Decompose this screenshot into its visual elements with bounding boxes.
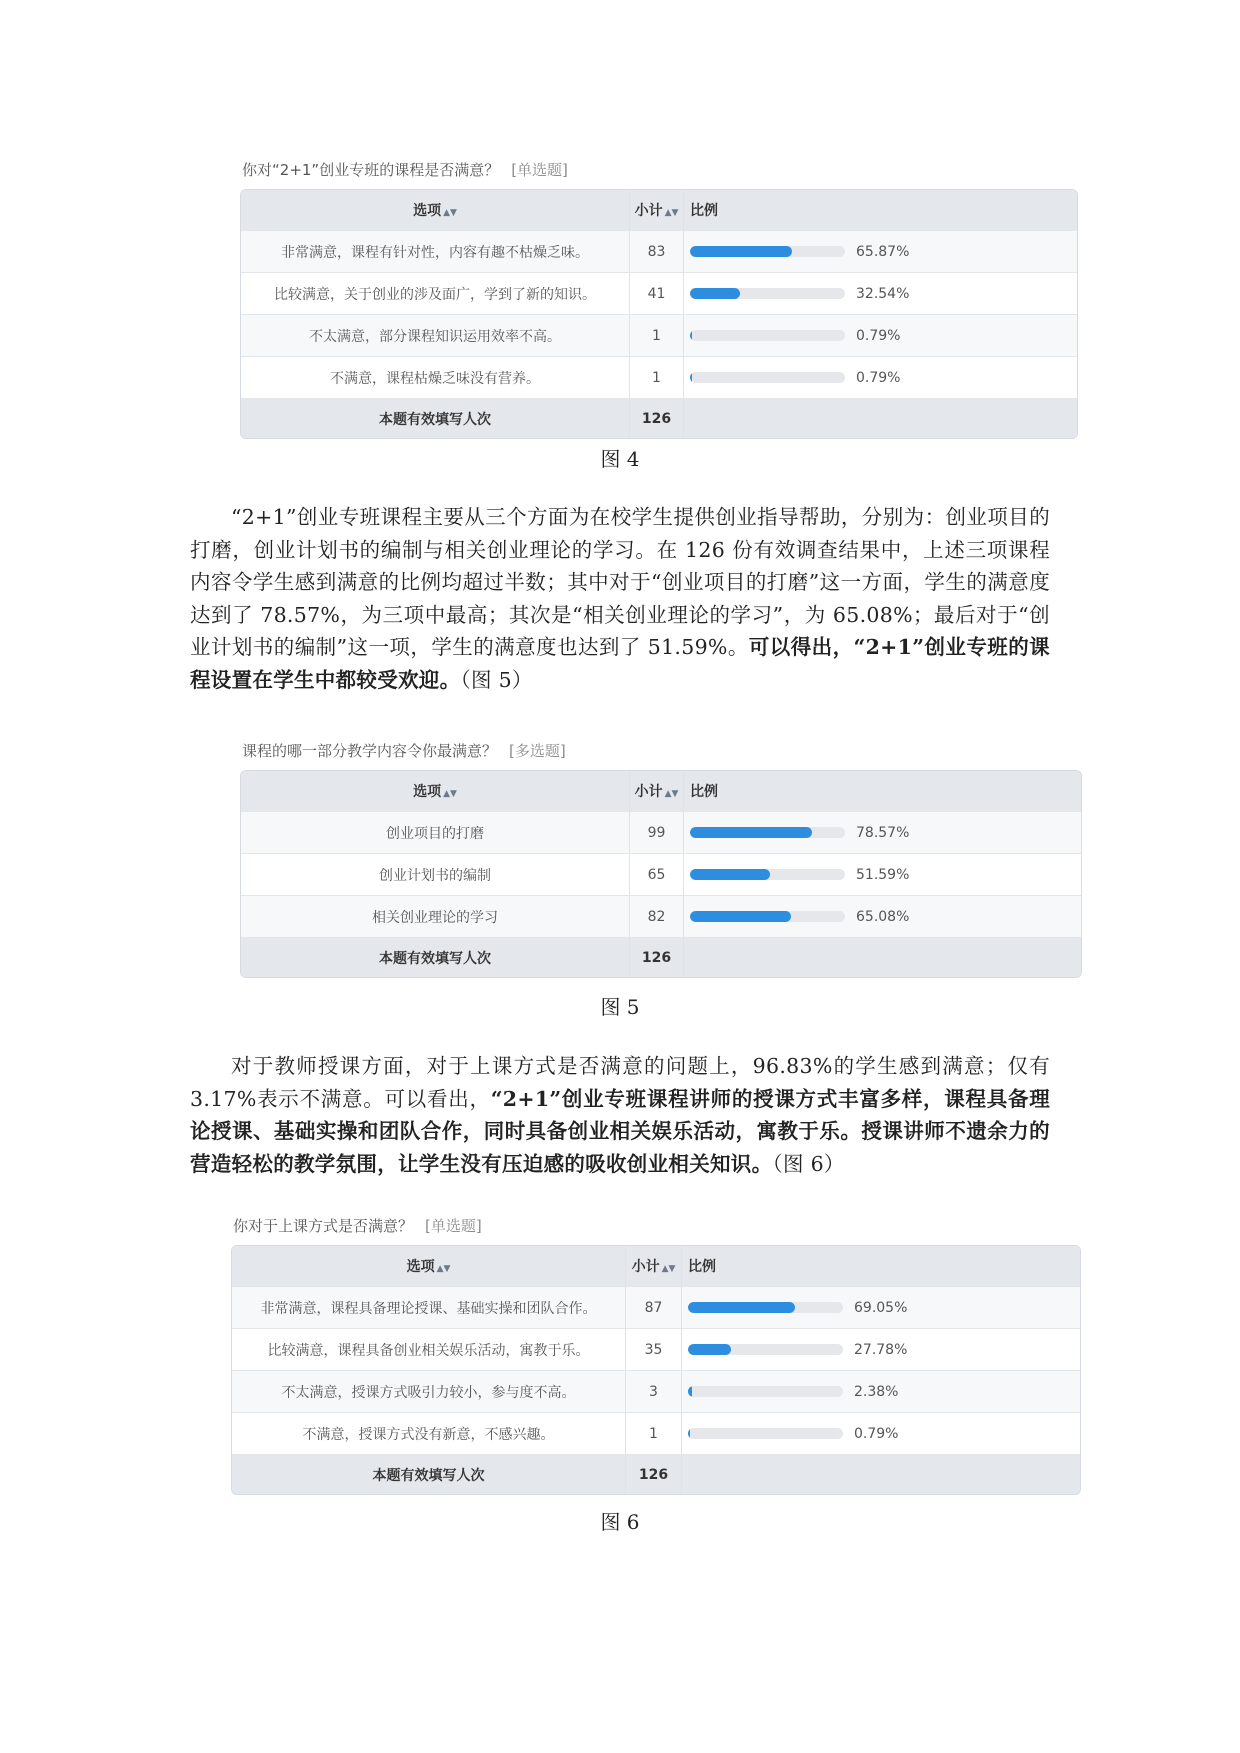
progress-bar-fill — [688, 1428, 690, 1439]
ratio-bar-group — [688, 1426, 1079, 1442]
count-cell: 1 — [630, 356, 684, 398]
option-cell: 相关创业理论的学习 — [241, 895, 630, 937]
option-cell: 非常满意，课程有针对性，内容有趣不枯燥乏味。 — [241, 230, 630, 272]
total-label: 本题有效填写人次 — [241, 937, 630, 977]
figure-caption: 图 6 — [600, 1510, 640, 1534]
total-empty-cell — [682, 1454, 1080, 1494]
count-column-header[interactable]: 小计 ▲▼ — [630, 190, 684, 230]
question-type-label: [单选题] — [425, 1217, 482, 1235]
count-cell: 65 — [630, 853, 684, 895]
total-count: 126 — [630, 937, 684, 977]
progress-bar-fill — [690, 288, 740, 299]
total-label: 本题有效填写人次 — [232, 1454, 626, 1494]
percent-label: 65.08% — [856, 908, 910, 925]
ratio-bar-group — [690, 286, 1076, 302]
progress-bar-fill — [690, 827, 812, 838]
table-row — [241, 230, 1077, 272]
survey-favorite-content — [240, 740, 1082, 978]
progress-bar-track — [690, 288, 845, 299]
sort-arrows-icon[interactable]: ▲▼ — [664, 208, 679, 218]
count-cell: 87 — [626, 1286, 682, 1328]
total-count: 126 — [626, 1454, 682, 1494]
ratio-cell — [682, 1286, 1080, 1328]
ratio-bar-group — [690, 825, 1080, 841]
sort-arrows-icon[interactable]: ▲▼ — [661, 1264, 676, 1274]
option-cell: 不太满意，部分课程知识运用效率不高。 — [241, 314, 630, 356]
table-row — [241, 895, 1081, 937]
body-paragraph: 对于教师授课方面，对于上课方式是否满意的问题上，96.83%的学生感到满意；仅有 3.17%表示不满意。可以看出，“2+1”创业专班课程讲师的授课方式丰富多样，课程具备理论授课、基础实操和团队合作，同时具备创业相关娱乐活动，寓教于乐。授课讲师不遗余力的营造轻松的教学氛围，让学生没有压迫感的吸收创业相关知识。（图 6） — [190, 1054, 1050, 1176]
table-row — [232, 1328, 1080, 1370]
ratio-column-header: 比例 — [684, 190, 1077, 230]
option-cell: 创业项目的打磨 — [241, 811, 630, 853]
percent-label: 0.79% — [856, 369, 901, 386]
percent-label: 65.87% — [856, 243, 910, 260]
ratio-bar-group — [690, 244, 1076, 260]
ratio-cell — [684, 272, 1077, 314]
percent-label: 69.05% — [854, 1299, 908, 1316]
ratio-bar-group — [688, 1300, 1079, 1316]
question-title — [242, 740, 1082, 762]
ratio-bar-group — [690, 909, 1080, 925]
progress-bar-track — [688, 1386, 843, 1397]
progress-bar-fill — [690, 330, 692, 341]
total-label: 本题有效填写人次 — [241, 398, 630, 438]
percent-label: 32.54% — [856, 285, 910, 302]
question-type-label: [单选题] — [511, 161, 568, 179]
progress-bar-track — [690, 246, 845, 257]
progress-bar-track — [688, 1302, 843, 1313]
count-cell: 1 — [630, 314, 684, 356]
ratio-cell — [684, 853, 1081, 895]
option-column-header[interactable]: 选项 ▲▼ — [241, 190, 630, 230]
question-text: 你对“2+1”创业专班的课程是否满意？ — [242, 161, 500, 179]
question-type-label: [多选题] — [509, 742, 566, 760]
percent-label: 78.57% — [856, 824, 910, 841]
count-cell: 82 — [630, 895, 684, 937]
progress-bar-track — [690, 372, 845, 383]
table-header-row — [241, 771, 1081, 811]
progress-bar-track — [688, 1344, 843, 1355]
emphasis-text: “2+1”创业专班课程讲师的授课方式丰富多样，课程具备理论授课、基础实操和团队合作，同时具备创业相关娱乐活动，寓教于乐。授课讲师不遗余力的营造轻松的教学氛围，让学生没有压迫感的吸收创业相关知识。 — [190, 1086, 1050, 1176]
percent-label: 51.59% — [856, 866, 910, 883]
option-cell: 创业计划书的编制 — [241, 853, 630, 895]
results-table — [240, 189, 1078, 439]
count-cell: 1 — [626, 1412, 682, 1454]
percent-label: 2.38% — [854, 1383, 899, 1400]
survey-teaching-method — [231, 1215, 1081, 1495]
table-row — [241, 272, 1077, 314]
table-row — [241, 356, 1077, 398]
question-text: 你对于上课方式是否满意？ — [233, 1217, 414, 1235]
option-cell: 非常满意，课程具备理论授课、基础实操和团队合作。 — [232, 1286, 626, 1328]
progress-bar-fill — [688, 1386, 692, 1397]
ratio-bar-group — [690, 867, 1080, 883]
ratio-column-header: 比例 — [682, 1246, 1080, 1286]
ratio-cell — [684, 314, 1077, 356]
percent-label: 0.79% — [856, 327, 901, 344]
table-header-row — [241, 190, 1077, 230]
option-cell: 比较满意，关于创业的涉及面广，学到了新的知识。 — [241, 272, 630, 314]
option-cell: 不满意，授课方式没有新意，不感兴趣。 — [232, 1412, 626, 1454]
progress-bar-fill — [690, 869, 770, 880]
ratio-cell — [682, 1328, 1080, 1370]
table-row — [241, 853, 1081, 895]
option-cell: 不太满意，授课方式吸引力较小，参与度不高。 — [232, 1370, 626, 1412]
table-row — [232, 1286, 1080, 1328]
table-row — [232, 1370, 1080, 1412]
count-cell: 99 — [630, 811, 684, 853]
count-column-header[interactable]: 小计 ▲▼ — [630, 771, 684, 811]
count-cell: 41 — [630, 272, 684, 314]
progress-bar-track — [690, 911, 845, 922]
option-column-header[interactable]: 选项 ▲▼ — [241, 771, 630, 811]
figure-caption: 图 5 — [600, 995, 640, 1019]
ratio-cell — [684, 811, 1081, 853]
ratio-bar-group — [688, 1384, 1079, 1400]
emphasis-text: 可以得出，“2+1”创业专班的课程设置在学生中都较受欢迎。 — [190, 635, 1050, 692]
survey-satisfaction-course — [240, 159, 1078, 439]
progress-bar-track — [688, 1428, 843, 1439]
ratio-bar-group — [690, 370, 1076, 386]
progress-bar-track — [690, 330, 845, 341]
total-row — [241, 937, 1081, 977]
percent-label: 27.78% — [854, 1341, 908, 1358]
question-text: 课程的哪一部分教学内容令你最满意？ — [242, 742, 498, 760]
count-cell: 3 — [626, 1370, 682, 1412]
option-cell: 不满意，课程枯燥乏味没有营养。 — [241, 356, 630, 398]
results-table — [240, 770, 1082, 978]
option-column-header[interactable]: 选项 ▲▼ — [232, 1246, 626, 1286]
question-title — [233, 1215, 1081, 1237]
total-empty-cell — [684, 398, 1077, 438]
total-count: 126 — [630, 398, 684, 438]
sort-arrows-icon[interactable]: ▲▼ — [436, 1264, 451, 1274]
ratio-bar-group — [688, 1342, 1079, 1358]
body-paragraph: “2+1”创业专班课程主要从三个方面为在校学生提供创业指导帮助，分别为：创业项目的打磨，创业计划书的编制与相关创业理论的学习。在 126 份有效调查结果中，上述三项课程内容令学生感到满意的比例均超过半数；其中对于“创业项目的打磨”这一方面，学生的满意度达到了 78.57%，为三项中最高；其次是“相关创业理论的学习”，为 65.08%；最后对于“创业计划书的编制”这一项，学生的满意度也达到了 51.59%。可以得出，“2+1”创业专班的课程设置在学生中都较受欢迎。（图 5） — [190, 505, 1050, 692]
progress-bar-track — [690, 869, 845, 880]
progress-bar-track — [690, 827, 845, 838]
sort-arrows-icon[interactable]: ▲▼ — [443, 789, 457, 799]
results-table — [231, 1245, 1081, 1495]
ratio-cell — [682, 1412, 1080, 1454]
progress-bar-fill — [690, 911, 791, 922]
count-cell: 83 — [630, 230, 684, 272]
progress-bar-fill — [690, 246, 792, 257]
count-column-header[interactable]: 小计 ▲▼ — [626, 1246, 682, 1286]
ratio-cell — [684, 230, 1077, 272]
table-row — [241, 811, 1081, 853]
progress-bar-fill — [688, 1302, 795, 1313]
total-row — [232, 1454, 1080, 1494]
question-title — [242, 159, 1078, 181]
ratio-cell — [682, 1370, 1080, 1412]
count-cell: 35 — [626, 1328, 682, 1370]
option-cell: 比较满意，课程具备创业相关娱乐活动，寓教于乐。 — [232, 1328, 626, 1370]
ratio-bar-group — [690, 328, 1076, 344]
total-empty-cell — [684, 937, 1081, 977]
sort-arrows-icon[interactable]: ▲▼ — [443, 208, 457, 218]
table-header-row — [232, 1246, 1080, 1286]
ratio-cell — [684, 356, 1077, 398]
figure-caption: 图 4 — [600, 447, 640, 471]
table-row — [241, 314, 1077, 356]
ratio-cell — [684, 895, 1081, 937]
sort-arrows-icon[interactable]: ▲▼ — [664, 789, 679, 799]
progress-bar-fill — [688, 1344, 731, 1355]
ratio-column-header: 比例 — [684, 771, 1081, 811]
total-row — [241, 398, 1077, 438]
percent-label: 0.79% — [854, 1425, 899, 1442]
progress-bar-fill — [690, 372, 692, 383]
table-row — [232, 1412, 1080, 1454]
